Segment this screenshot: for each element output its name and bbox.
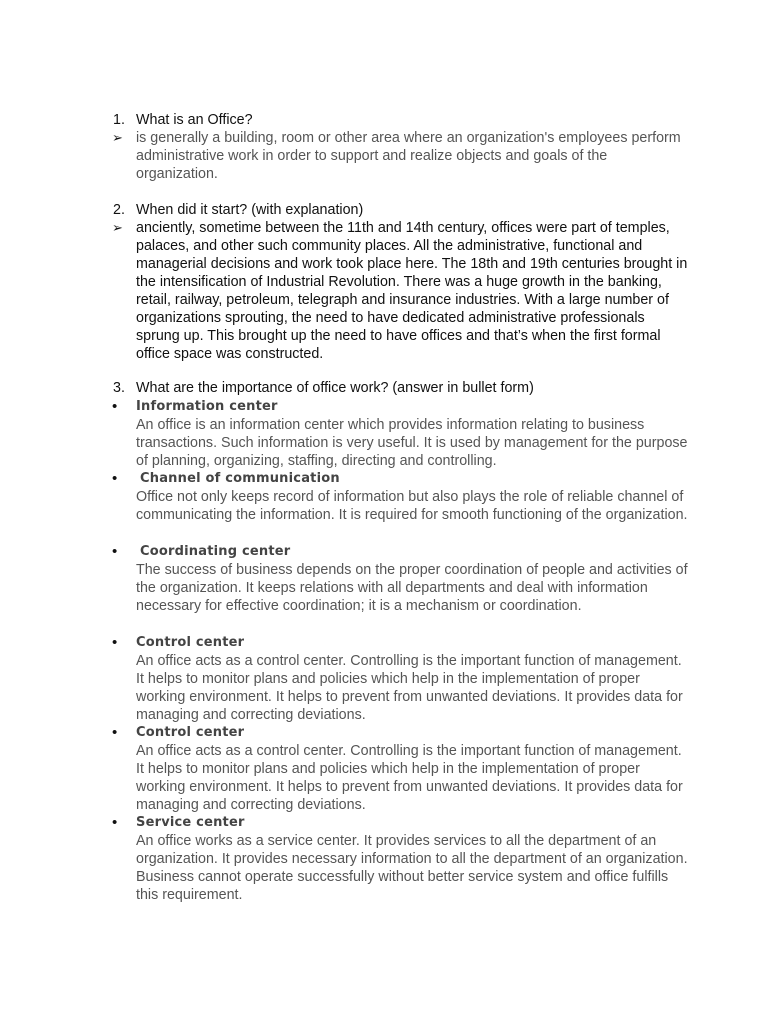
bullet-icon: • <box>112 398 118 415</box>
question-text: What are the importance of office work? (answer in bullet form) <box>136 380 534 396</box>
arrow-bullet-icon: ➢ <box>112 220 123 235</box>
bullet-body: An office is an information center which provides information relating to business transactions. Such information is very useful. It is used by management for the purpose of planning, organizing, staffing, directing and controlling. <box>136 417 688 469</box>
question-number: 2. <box>113 202 125 218</box>
bullet-heading: Control center <box>136 635 245 650</box>
bullet-icon: • <box>112 634 118 651</box>
answer-text: anciently, sometime between the 11th and 14th century, offices were part of temples, palaces, and other such community places. All the administrative, functional and managerial decisions and work took place here. The 18th and 19th centuries brought in the intensification of Industrial Revolution. There was a huge growth in the banking, retail, railway, petroleum, telegraph and insurance industries. With a large number of organizations sprouting, the need to have dedicated administrative professionals sprung up. This brought up the need to have offices and that’s when the first formal office space was constructed. <box>136 220 688 362</box>
bullet-body: An office acts as a control center. Controlling is the important function of management. It helps to monitor plans and policies which help in the implementation of proper working environment. It helps to prevent from unwanted deviations. It provides data for managing and correcting deviations. <box>136 653 683 723</box>
bullet-body: An office acts as a control center. Controlling is the important function of management. It helps to monitor plans and policies which help in the implementation of proper working environment. It helps to prevent from unwanted deviations. It provides data for managing and correcting deviations. <box>136 743 683 813</box>
question-number: 3. <box>113 380 125 396</box>
bullet-heading: Channel of communication <box>140 471 340 486</box>
bullet-heading: Control center <box>136 725 245 740</box>
bullet-body: The success of business depends on the proper coordination of people and activities of the organization. It keeps relations with all departments and deal with information necessary for effective coordination; it is a mechanism or coordination. <box>136 562 688 614</box>
bullet-icon: • <box>112 543 118 560</box>
bullet-body: An office works as a service center. It provides services to all the department of an organization. It provides necessary information to all the department of an organization. Business cannot operate successfully without better service system and office fulfills this requirement. <box>136 833 688 903</box>
arrow-bullet-icon: ➢ <box>112 130 123 145</box>
bullet-icon: • <box>112 470 118 487</box>
bullet-heading: Service center <box>136 815 245 830</box>
question-text: What is an Office? <box>136 112 253 128</box>
bullet-heading: Information center <box>136 399 278 414</box>
question-number: 1. <box>113 112 125 128</box>
bullet-icon: • <box>112 814 118 831</box>
question-text: When did it start? (with explanation) <box>136 202 364 218</box>
bullet-icon: • <box>112 724 118 741</box>
answer-text: is generally a building, room or other area where an organization's employees perform administrative work in order to support and realize objects and goals of the organization. <box>136 130 681 182</box>
bullet-body: Office not only keeps record of information but also plays the role of reliable channel of communicating the information. It is required for smooth functioning of the organization. <box>136 489 688 523</box>
bullet-heading: Coordinating center <box>140 544 291 559</box>
